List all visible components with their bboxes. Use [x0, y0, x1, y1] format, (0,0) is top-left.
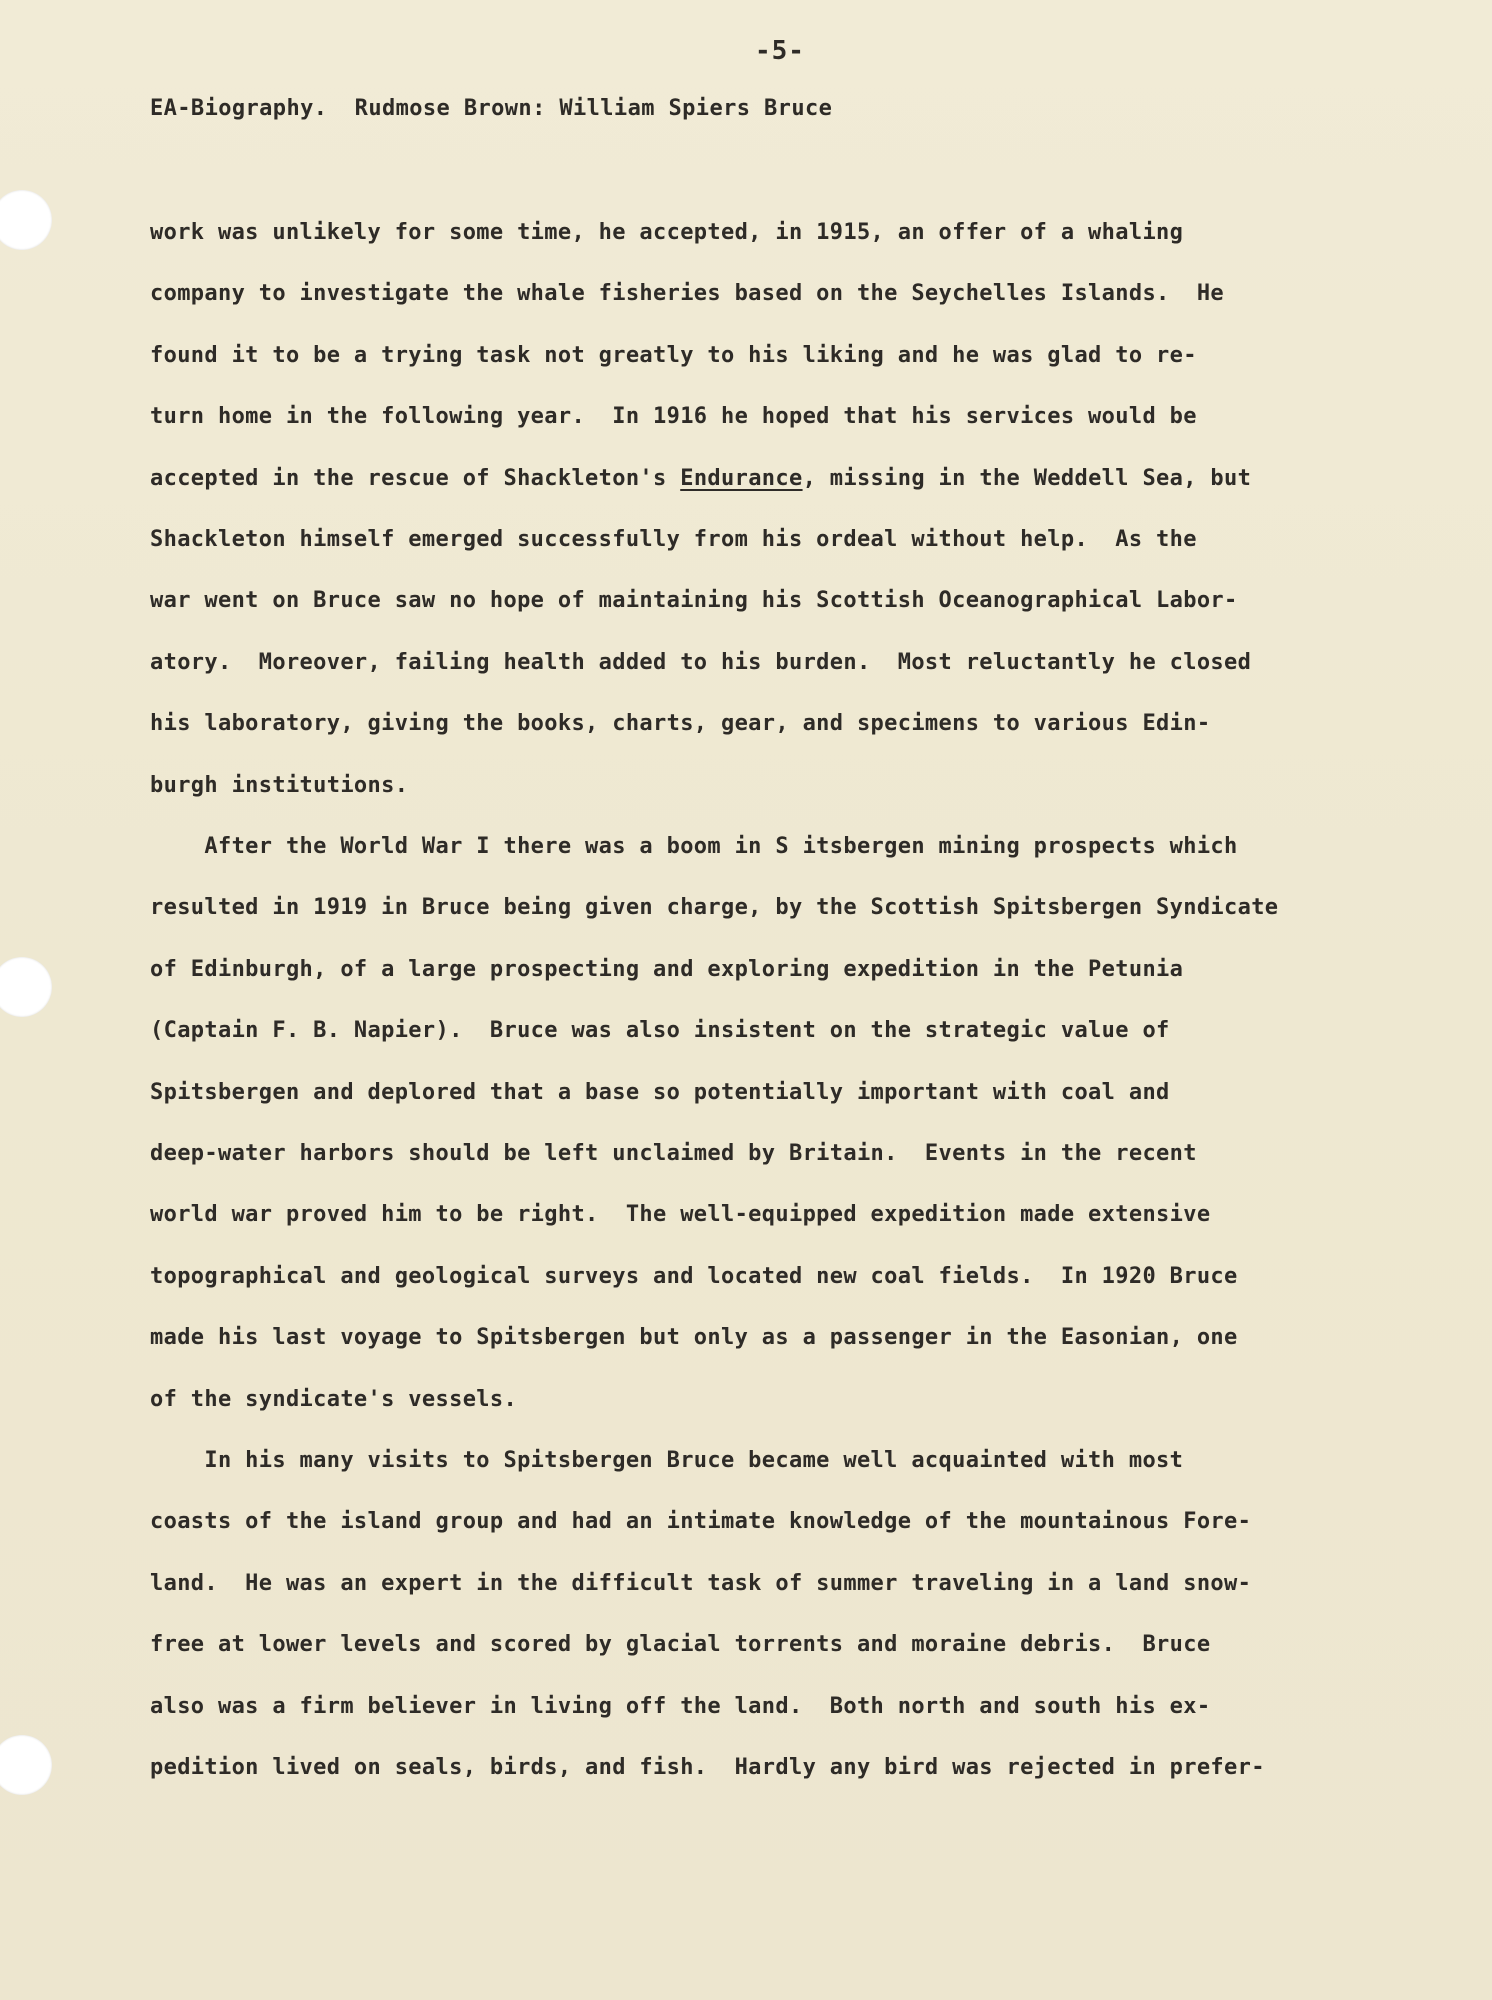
- punch-hole: [0, 1735, 52, 1795]
- text-line: topographical and geological surveys and located new coal fields. In 1920 Bruce: [150, 1264, 1238, 1289]
- text-line: of Edinburgh, of a large prospecting and exploring expedition in the Petunia: [150, 957, 1184, 982]
- punch-hole: [0, 957, 52, 1017]
- text-line: deep-water harbors should be left unclaimed by Britain. Events in the recent: [150, 1141, 1197, 1166]
- text-line: found it to be a trying task not greatly to his liking and he was glad to re-: [150, 343, 1197, 368]
- text-line: Shackleton himself emerged successfully from his ordeal without help. As the: [150, 527, 1197, 552]
- text-line: land. He was an expert in the difficult task of summer traveling in a land snow-: [150, 1571, 1252, 1596]
- text-line: In his many visits to Spitsbergen Bruce became well acquainted with most: [150, 1448, 1184, 1473]
- punch-hole: [0, 190, 52, 250]
- text-line: his laboratory, giving the books, charts, gear, and specimens to various Edin-: [150, 711, 1211, 736]
- text-line: turn home in the following year. In 1916 he hoped that his services would be: [150, 404, 1197, 429]
- text-line: of the syndicate's vessels.: [150, 1387, 518, 1412]
- text-line: resulted in 1919 in Bruce being given charge, by the Scottish Spitsbergen Syndicate: [150, 895, 1279, 920]
- text-line: After the World War I there was a boom in S itsbergen mining prospects which: [150, 834, 1238, 859]
- text-line: burgh institutions.: [150, 773, 409, 798]
- ship-name-underlined: Endurance: [680, 466, 803, 491]
- text-line: world war proved him to be right. The well-equipped expedition made extensive: [150, 1202, 1211, 1227]
- text-line: free at lower levels and scored by glacial torrents and moraine debris. Bruce: [150, 1632, 1211, 1657]
- text-line: company to investigate the whale fisheries based on the Seychelles Islands. He: [150, 281, 1225, 306]
- text-fragment: , missing in the Weddell Sea, but: [802, 466, 1252, 491]
- text-line: also was a firm believer in living off the land. Both north and south his ex-: [150, 1694, 1211, 1719]
- text-line: work was unlikely for some time, he accepted, in 1915, an offer of a whaling: [150, 220, 1184, 245]
- text-line: made his last voyage to Spitsbergen but only as a passenger in the Easonian, one: [150, 1325, 1238, 1350]
- text-fragment: accepted in the rescue of Shackleton's: [150, 466, 681, 491]
- running-header: EA-Biography. Rudmose Brown: William Spiers Bruce: [150, 96, 833, 121]
- text-line: war went on Bruce saw no hope of maintaining his Scottish Oceanographical Labor-: [150, 588, 1238, 613]
- text-line: coasts of the island group and had an intimate knowledge of the mountainous Fore-: [150, 1509, 1252, 1534]
- text-line: (Captain F. B. Napier). Bruce was also insistent on the strategic value of: [150, 1018, 1170, 1043]
- text-line: [150, 468, 1251, 490]
- text-line: atory. Moreover, failing health added to his burden. Most reluctantly he closed: [150, 650, 1252, 675]
- page-number: -5-: [755, 36, 805, 66]
- text-line: pedition lived on seals, birds, and fish. Hardly any bird was rejected in prefer-: [150, 1755, 1265, 1780]
- text-line: Spitsbergen and deplored that a base so potentially important with coal and: [150, 1080, 1170, 1105]
